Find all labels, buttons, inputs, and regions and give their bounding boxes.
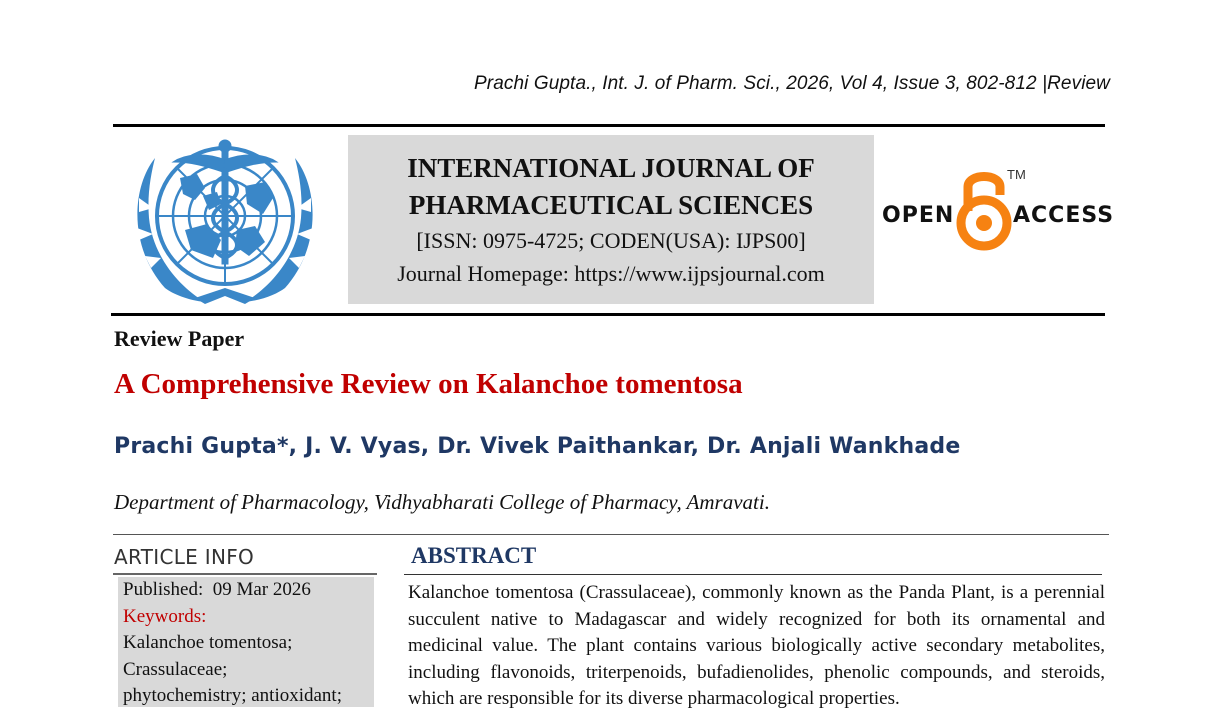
open-access-left-word: OPEN [882, 203, 955, 228]
trademark-symbol: TM [1007, 167, 1026, 182]
affiliation: Department of Pharmacology, Vidhyabharati College of Pharmacy, Amravati. [114, 490, 770, 514]
journal-homepage[interactable]: Journal Homepage: https://www.ijpsjournal.com [397, 261, 825, 286]
journal-title-box [348, 135, 874, 304]
journal-name-line1: INTERNATIONAL JOURNAL OF [407, 153, 815, 183]
paper-type: Review Paper [114, 326, 245, 351]
article-info-box [118, 577, 374, 707]
open-access-right-word: ACCESS [1013, 203, 1115, 228]
running-head: Prachi Gupta., Int. J. of Pharm. Sci., 2026, Vol 4, Issue 3, 802-812 |Review [474, 73, 1110, 94]
journal-emblem [125, 138, 325, 306]
abstract-heading: ABSTRACT [411, 543, 537, 568]
article-info-divider [113, 573, 377, 575]
open-access-logo [880, 165, 1115, 255]
author-list: Prachi Gupta*, J. V. Vyas, Dr. Vivek Paithankar, Dr. Anjali Wankhade [114, 434, 961, 459]
masthead-bottom-rule [111, 313, 1105, 316]
keyword-item: Crassulaceae; [123, 658, 228, 680]
open-padlock-icon [954, 165, 1014, 253]
published-date: 09 Mar 2026 [212, 579, 311, 600]
masthead-top-rule [113, 124, 1105, 127]
abstract-divider [404, 574, 1102, 575]
keyword-item: phytochemistry; antioxidant; [123, 685, 342, 706]
issn-coden: [ISSN: 0975-4725; CODEN(USA): IJPS00] [416, 228, 806, 253]
published-row [123, 577, 374, 604]
keyword-item: Kalanchoe tomentosa; [123, 632, 293, 653]
caduceus-globe-laurel-emblem-icon [125, 138, 325, 306]
abstract-body [408, 580, 1105, 713]
journal-name-line2: PHARMACEUTICAL SCIENCES [408, 190, 814, 220]
published-label: Published: [123, 579, 204, 600]
affiliation-divider [113, 534, 1109, 535]
keywords-label: Keywords: [123, 605, 207, 627]
paper-title: A Comprehensive Review on Kalanchoe tomentosa [114, 368, 743, 400]
article-info-heading: ARTICLE INFO [114, 545, 255, 569]
abstract-text: Kalanchoe tomentosa (Crassulaceae), commonly known as the Panda Plant, is a perennial succulent native to Madagascar and widely recognized for both its ornamental and medicinal value. The plant contains various biologically active secondary metabolites, including flavonoids, triterpenoids, bufadienolides, phenolic compounds, and steroids, which are responsible for its diverse pharmacological properties. [408, 582, 1105, 709]
